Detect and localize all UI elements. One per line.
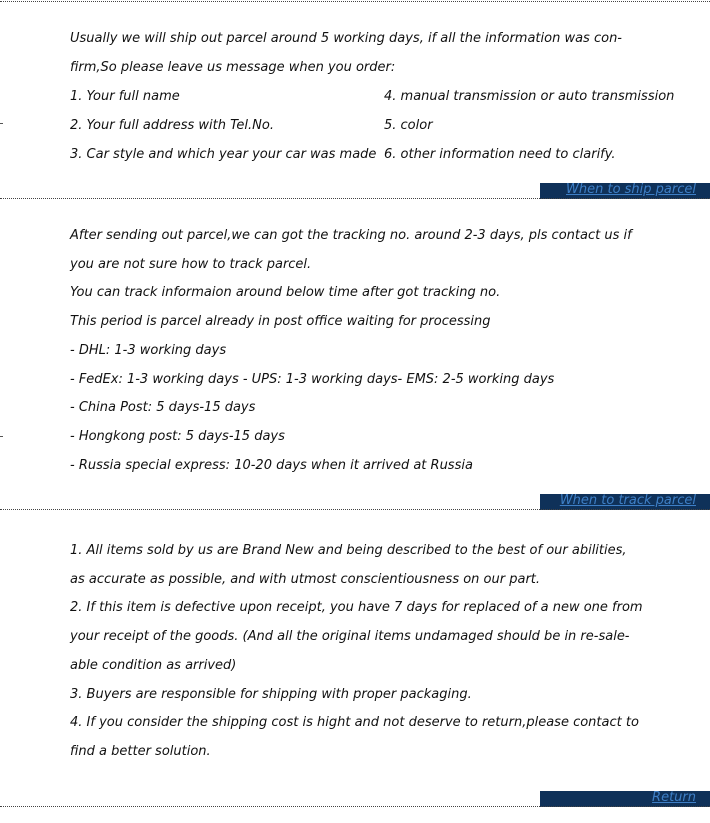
shipping-item: 6. other information need to clarify.: [384, 147, 616, 162]
return-line: 3. Buyers are responsible for shipping with proper packaging.: [70, 687, 472, 702]
tracking-line: This period is parcel already in post office waiting for processing: [70, 314, 491, 329]
shipping-item: 1. Your full name: [70, 89, 180, 104]
tracking-line: You can track informaion around below time after got tracking no.: [70, 285, 501, 300]
return-line: 4. If you consider the shipping cost is hight and not deserve to return,please contact to: [70, 715, 639, 730]
tracking-line: - Russia special express: 10-20 days when it arrived at Russia: [70, 458, 473, 473]
tracking-line: - China Post: 5 days-15 days: [70, 400, 256, 415]
shipping-intro-line: Usually we will ship out parcel around 5 working days, if all the information was con-: [70, 31, 622, 46]
tracking-line: After sending out parcel,we can got the tracking no. around 2-3 days, pls contact us if: [70, 228, 632, 243]
return-line: 1. All items sold by us are Brand New and being described to the best of our abilities,: [70, 543, 627, 558]
track-parcel-tab[interactable]: [540, 494, 710, 510]
top-divider: [0, 1, 710, 2]
return-line: as accurate as possible, and with utmost conscientiousness on our part.: [70, 572, 541, 587]
track-parcel-tab-label[interactable]: When to track parcel: [559, 493, 696, 508]
return-tab[interactable]: [540, 791, 710, 807]
return-line: your receipt of the goods. (And all the original items undamaged should be in re-sale-: [70, 629, 630, 644]
return-line: 2. If this item is defective upon receipt, you have 7 days for replaced of a new one from: [70, 600, 643, 615]
shipping-item: 2. Your full address with Tel.No.: [70, 118, 274, 133]
tracking-line: - FedEx: 1-3 working days - UPS: 1-3 working days- EMS: 2-5 working days: [70, 372, 555, 387]
tracking-line: - Hongkong post: 5 days-15 days: [70, 429, 285, 444]
shipping-intro-line: firm,So please leave us message when you order:: [70, 60, 396, 75]
return-line: find a better solution.: [70, 744, 211, 759]
ship-parcel-tab[interactable]: [540, 183, 710, 199]
shipping-item: 5. color: [384, 118, 433, 133]
tracking-divider: [0, 509, 710, 510]
shipping-item: 3. Car style and which year your car was made: [70, 147, 377, 162]
return-line: able condition as arrived): [70, 658, 237, 673]
shipping-item: 4. manual transmission or auto transmission: [384, 89, 675, 104]
margin-tick: [0, 436, 3, 437]
shipping-divider: [0, 198, 710, 199]
tracking-line: you are not sure how to track parcel.: [70, 257, 312, 272]
return-tab-label[interactable]: Return: [652, 790, 696, 805]
tracking-line: - DHL: 1-3 working days: [70, 343, 227, 358]
ship-parcel-tab-label[interactable]: When to ship parcel: [566, 182, 696, 197]
margin-tick: [0, 123, 3, 124]
return-divider: [0, 806, 710, 807]
